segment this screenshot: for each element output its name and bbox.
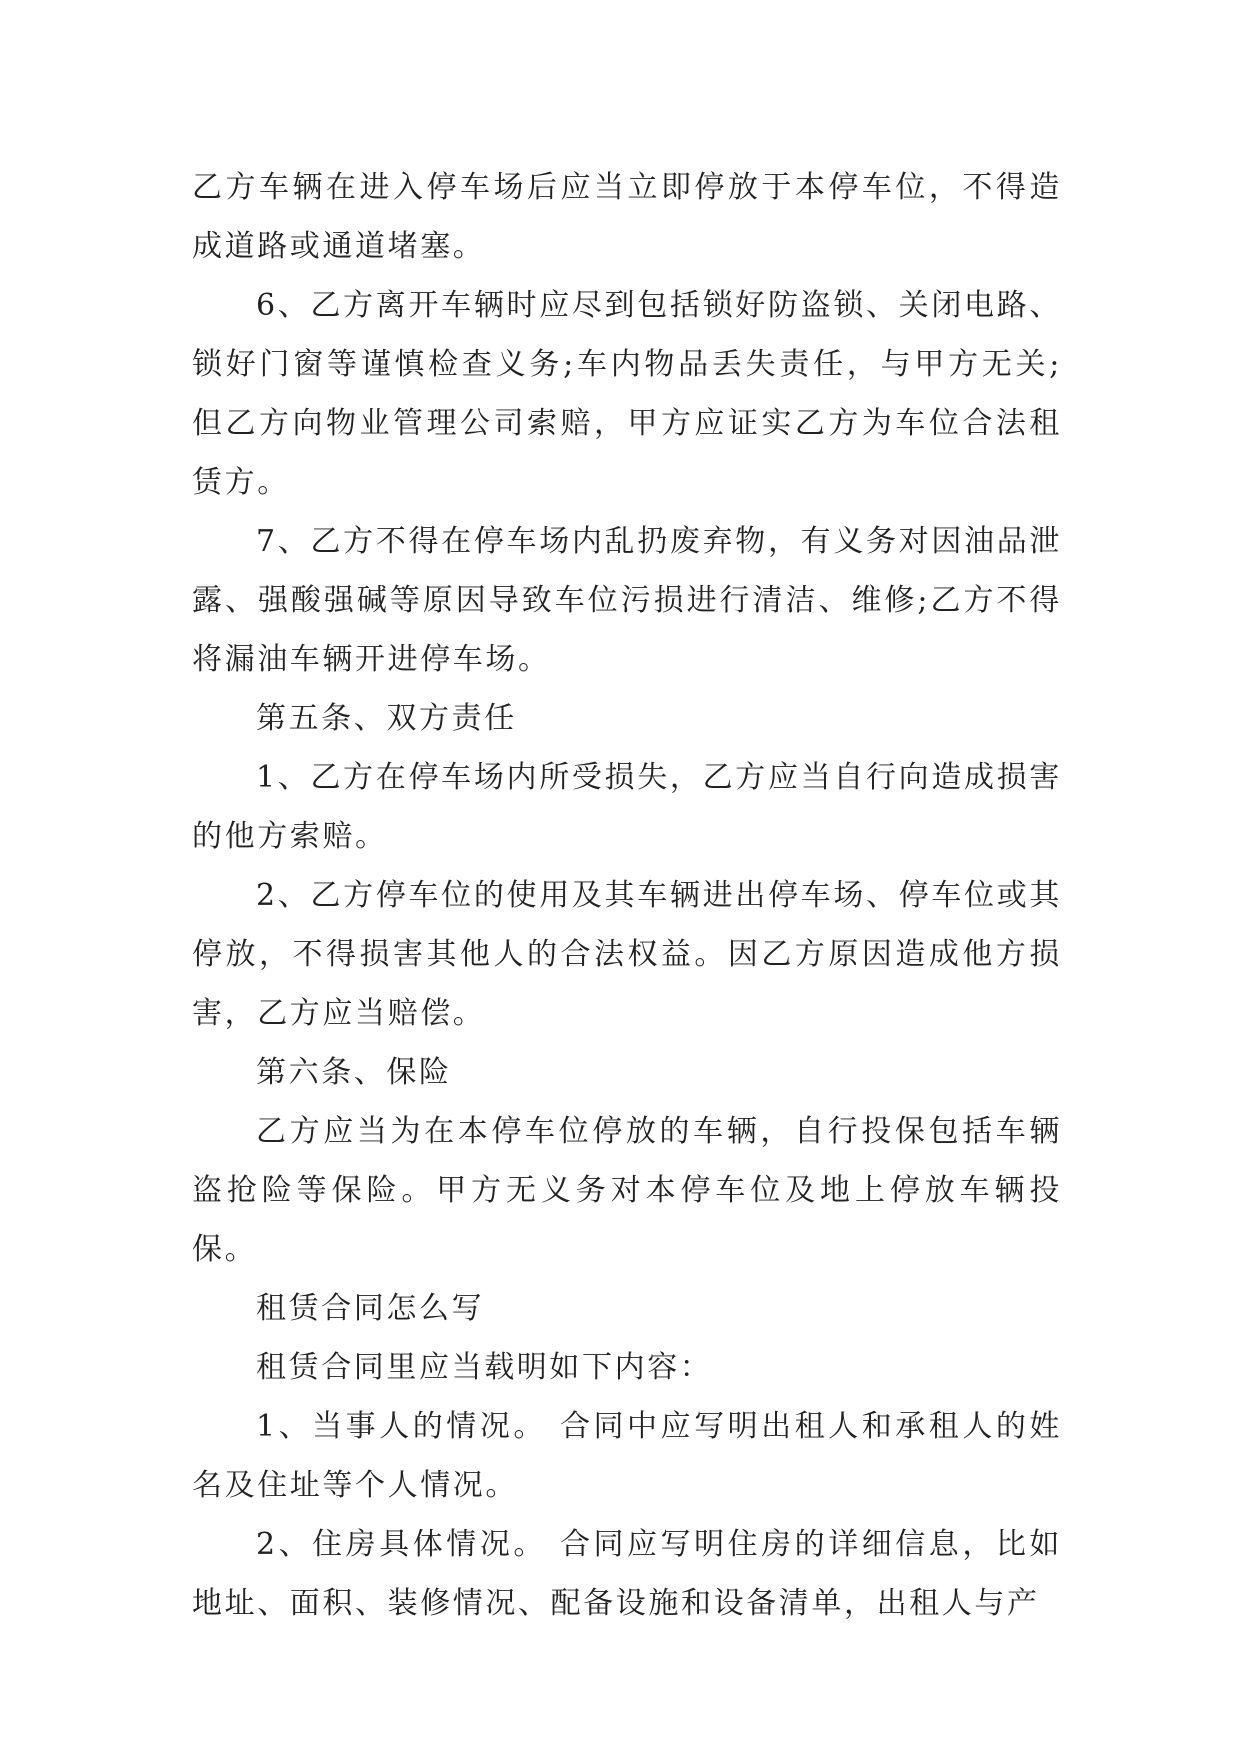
paragraph-2: 6、乙方离开车辆时应尽到包括锁好防盗锁、关闭电路、锁好门窗等谨慎检查义务;车内物品丢失责任，与甲方无关;但乙方向物业管理公司索赔，甲方应证实乙方为车位合法租赁方。 bbox=[192, 288, 1062, 500]
paragraph-1: 乙方车辆在进入停车场后应当立即停放于本停车位，不得造成道路或通道堵塞。 bbox=[192, 170, 1062, 264]
document-body bbox=[192, 158, 1062, 1633]
paragraph-6: 2、乙方停车位的使用及其车辆进出停车场、停车位或其停放，不得损害其他人的合法权益。因乙方原因造成他方损害，乙方应当赔偿。 bbox=[192, 878, 1062, 1031]
paragraph-11: 1、当事人的情况。 合同中应写明出租人和承租人的姓名及住址等个人情况。 bbox=[192, 1409, 1062, 1503]
paragraph-3: 7、乙方不得在停车场内乱扔废弃物，有义务对因油品泄露、强酸强碱等原因导致车位污损进行清洁、维修;乙方不得将漏油车辆开进停车场。 bbox=[192, 524, 1062, 677]
paragraph-12: 2、住房具体情况。 合同应写明住房的详细信息，比如地址、面积、装修情况、配备设施和设备清单，出租人与产 bbox=[192, 1527, 1062, 1621]
paragraph-5: 1、乙方在停车场内所受损失，乙方应当自行向造成损害的他方索赔。 bbox=[192, 760, 1062, 854]
paragraph-8: 乙方应当为在本停车位停放的车辆，自行投保包括车辆盗抢险等保险。甲方无义务对本停车位及地上停放车辆投保。 bbox=[192, 1114, 1062, 1267]
section-heading-6: 第六条、保险 bbox=[256, 1055, 452, 1090]
section-heading-5: 第五条、双方责任 bbox=[256, 701, 517, 736]
paragraph-10: 租赁合同里应当载明如下内容： bbox=[256, 1350, 713, 1385]
section-heading-lease: 租赁合同怎么写 bbox=[256, 1291, 485, 1326]
